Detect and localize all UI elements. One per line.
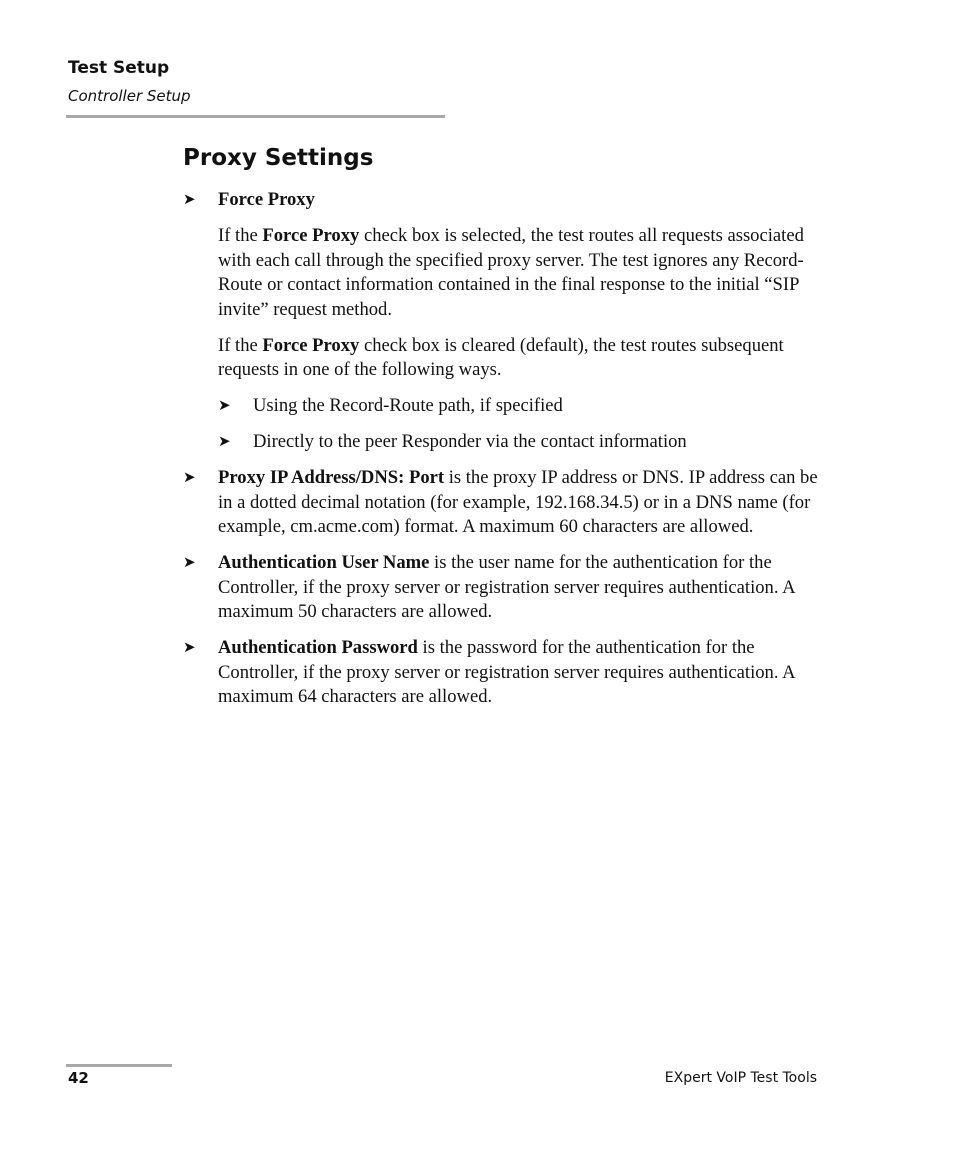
bullet-arrow-icon: ➤ <box>218 398 231 414</box>
header-title: Test Setup <box>68 58 170 78</box>
bullet-arrow-icon: ➤ <box>218 434 231 450</box>
sub-bullet-peer-responder: ➤ Directly to the peer Responder via the contact information <box>218 430 818 455</box>
bullet-auth-user: ➤ Authentication User Name is the user name for the authentication for the Controller, if the proxy server or registration server requires authentication. A maximum 50 characters are allowed. <box>183 552 795 622</box>
force-proxy-heading: Force Proxy <box>218 189 315 210</box>
sub-bullet-record-route: ➤ Using the Record-Route path, if specified <box>218 394 818 419</box>
bullet-proxy-ip: ➤ Proxy IP Address/DNS: Port is the proxy IP address or DNS. IP address can be in a dotted decimal notation (for example, 192.168.34.5) or in a DNS name (for example, cm.acme.com) format. A maximum 60 characters are allowed. <box>183 467 818 537</box>
bullet-force-proxy <box>183 188 818 455</box>
page-number: 42 <box>68 1069 89 1087</box>
bullet-arrow-icon: ➤ <box>183 192 196 208</box>
header-subtitle: Controller Setup <box>68 87 191 105</box>
bullet-arrow-icon: ➤ <box>183 640 196 656</box>
bullet-arrow-icon: ➤ <box>183 470 196 486</box>
bullet-auth-password: ➤ Authentication Password is the password for the authentication for the Controller, if the proxy server or registration server requires authentication. A maximum 64 characters are allowed. <box>183 637 795 707</box>
header-rule <box>66 115 445 118</box>
force-proxy-para-2: If the Force Proxy check box is cleared (default), the test routes subsequent requests in one of the following ways. <box>218 334 784 380</box>
footer-rule <box>66 1064 172 1067</box>
force-proxy-para-1: If the Force Proxy check box is selected, the test routes all requests associated with each call through the specified proxy server. The test ignores any Record-Route or contact information contained in the final response to the initial “SIP invite” request method. <box>218 225 804 320</box>
content <box>183 188 818 721</box>
bullet-arrow-icon: ➤ <box>183 555 196 571</box>
doc-title: EXpert VoIP Test Tools <box>664 1070 817 1086</box>
section-title: Proxy Settings <box>183 145 374 171</box>
